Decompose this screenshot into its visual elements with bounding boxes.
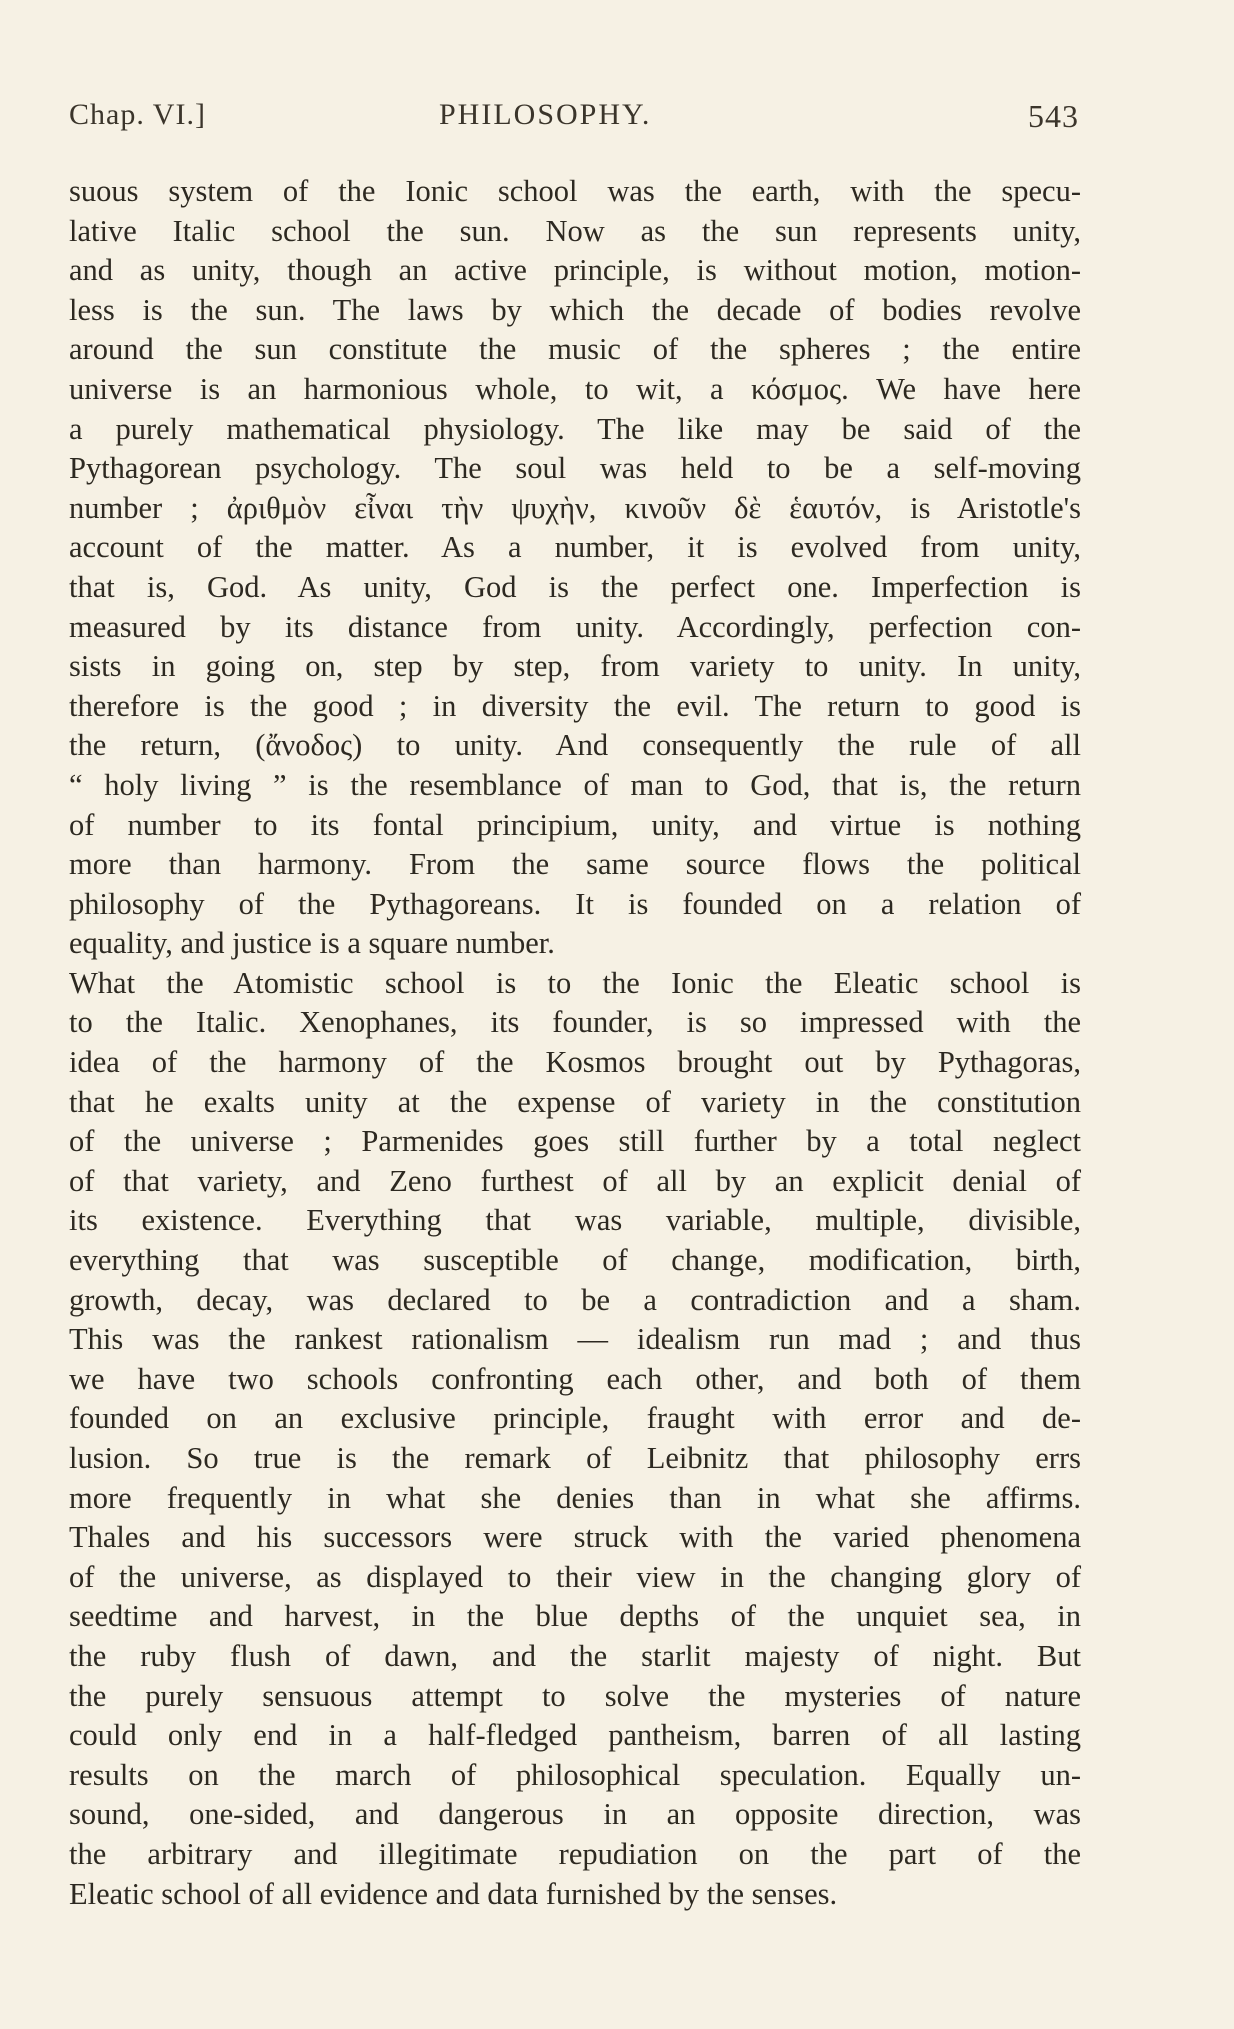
text-line: more than harmony. From the same source flows the political — [69, 847, 1081, 882]
text-line: of the universe ; Parmenides goes still further by a total neglect — [69, 1124, 1081, 1159]
text-line: sists in going on, step by step, from variety to unity. In unity, — [69, 649, 1081, 684]
text-line: therefore is the good ; in diversity the evil. The return to good is — [69, 688, 1081, 723]
text-line: measured by its distance from unity. Accordingly, perfection con- — [69, 609, 1081, 644]
text-line: less is the sun. The laws by which the decade of bodies revolve — [69, 292, 1081, 327]
text-line: equality, and justice is a square number. — [69, 926, 555, 961]
text-line: around the sun constitute the music of the spheres ; the entire — [69, 332, 1081, 367]
text-line: What the Atomistic school is to the Ionic the Eleatic school is — [69, 965, 1081, 1000]
text-line: results on the march of philosophical speculation. Equally un- — [69, 1757, 1081, 1792]
text-line: “ holy living ” is the resemblance of man to God, that is, the return — [69, 767, 1081, 802]
text-line: of number to its fontal principium, unity, and virtue is nothing — [69, 807, 1081, 842]
text-line: Eleatic school of all evidence and data furnished by the senses. — [69, 1876, 838, 1911]
text-line: universe is an harmonious whole, to wit, a κόσμος. We have here — [69, 371, 1081, 406]
text-line: more frequently in what she denies than in what she affirms. — [69, 1480, 1081, 1515]
text-line: a purely mathematical physiology. The like may be said of the — [69, 411, 1081, 446]
text-line: everything that was susceptible of change, modification, birth, — [69, 1243, 1081, 1278]
text-line: This was the rankest rationalism — idealism run mad ; and thus — [69, 1322, 1081, 1357]
text-line: lusion. So true is the remark of Leibnitz that philosophy errs — [69, 1441, 1081, 1475]
text-line: seedtime and harvest, in the blue depths of the unquiet sea, in — [69, 1599, 1081, 1634]
page-number: 543 — [1028, 98, 1079, 134]
text-line: the ruby flush of dawn, and the starlit majesty of night. But — [69, 1638, 1081, 1673]
text-line: number ; ἀριθμὸν εἶναι τὴν ψυχὴν, κινοῦν δὲ ἑαυτόν, is Aristotle's — [69, 490, 1081, 525]
text-line: to the Italic. Xenophanes, its founder, is so impressed with the — [69, 1005, 1081, 1040]
text-line: that is, God. As unity, God is the perfect one. Imperfection is — [69, 569, 1081, 604]
text-line: Thales and his successors were struck with the varied phenomena — [69, 1520, 1081, 1555]
body-text — [69, 172, 1081, 1914]
text-line: sound, one-sided, and dangerous in an opposite direction, was — [69, 1797, 1081, 1832]
text-line: could only end in a half-fledged pantheism, barren of all lasting — [69, 1718, 1081, 1753]
text-line: philosophy of the Pythagoreans. It is founded on a relation of — [69, 886, 1081, 921]
text-line: that he exalts unity at the expense of variety in the constitution — [69, 1084, 1081, 1119]
text-line: growth, decay, was declared to be a contradiction and a sham. — [69, 1282, 1081, 1317]
text-line: and as unity, though an active principle, is without motion, motion- — [69, 253, 1081, 288]
text-line: the purely sensuous attempt to solve the mysteries of nature — [69, 1678, 1081, 1713]
page-title: PHILOSOPHY. — [439, 98, 652, 131]
text-line: Pythagorean psychology. The soul was held to be a self-moving — [69, 451, 1081, 486]
running-head — [69, 98, 1079, 138]
text-line: the arbitrary and illegitimate repudiation on the part of the — [69, 1836, 1081, 1871]
text-line: of the universe, as displayed to their view in the changing glory of — [69, 1559, 1081, 1594]
text-line: the return, (ἄνοδος) to unity. And consequently the rule of all — [69, 728, 1081, 763]
text-line: its existence. Everything that was variable, multiple, divisible, — [69, 1203, 1081, 1238]
chapter-label: Chap. VI.] — [69, 98, 206, 131]
text-line: account of the matter. As a number, it is evolved from unity, — [69, 530, 1081, 565]
text-line: we have two schools confronting each other, and both of them — [69, 1361, 1081, 1396]
text-line: of that variety, and Zeno furthest of all by an explicit denial of — [69, 1163, 1081, 1198]
text-line: founded on an exclusive principle, fraught with error and de- — [69, 1401, 1081, 1436]
text-line: lative Italic school the sun. Now as the sun represents unity, — [69, 213, 1081, 248]
text-line: idea of the harmony of the Kosmos brought out by Pythagoras, — [69, 1045, 1081, 1080]
text-line: suous system of the Ionic school was the earth, with the specu- — [69, 174, 1081, 208]
